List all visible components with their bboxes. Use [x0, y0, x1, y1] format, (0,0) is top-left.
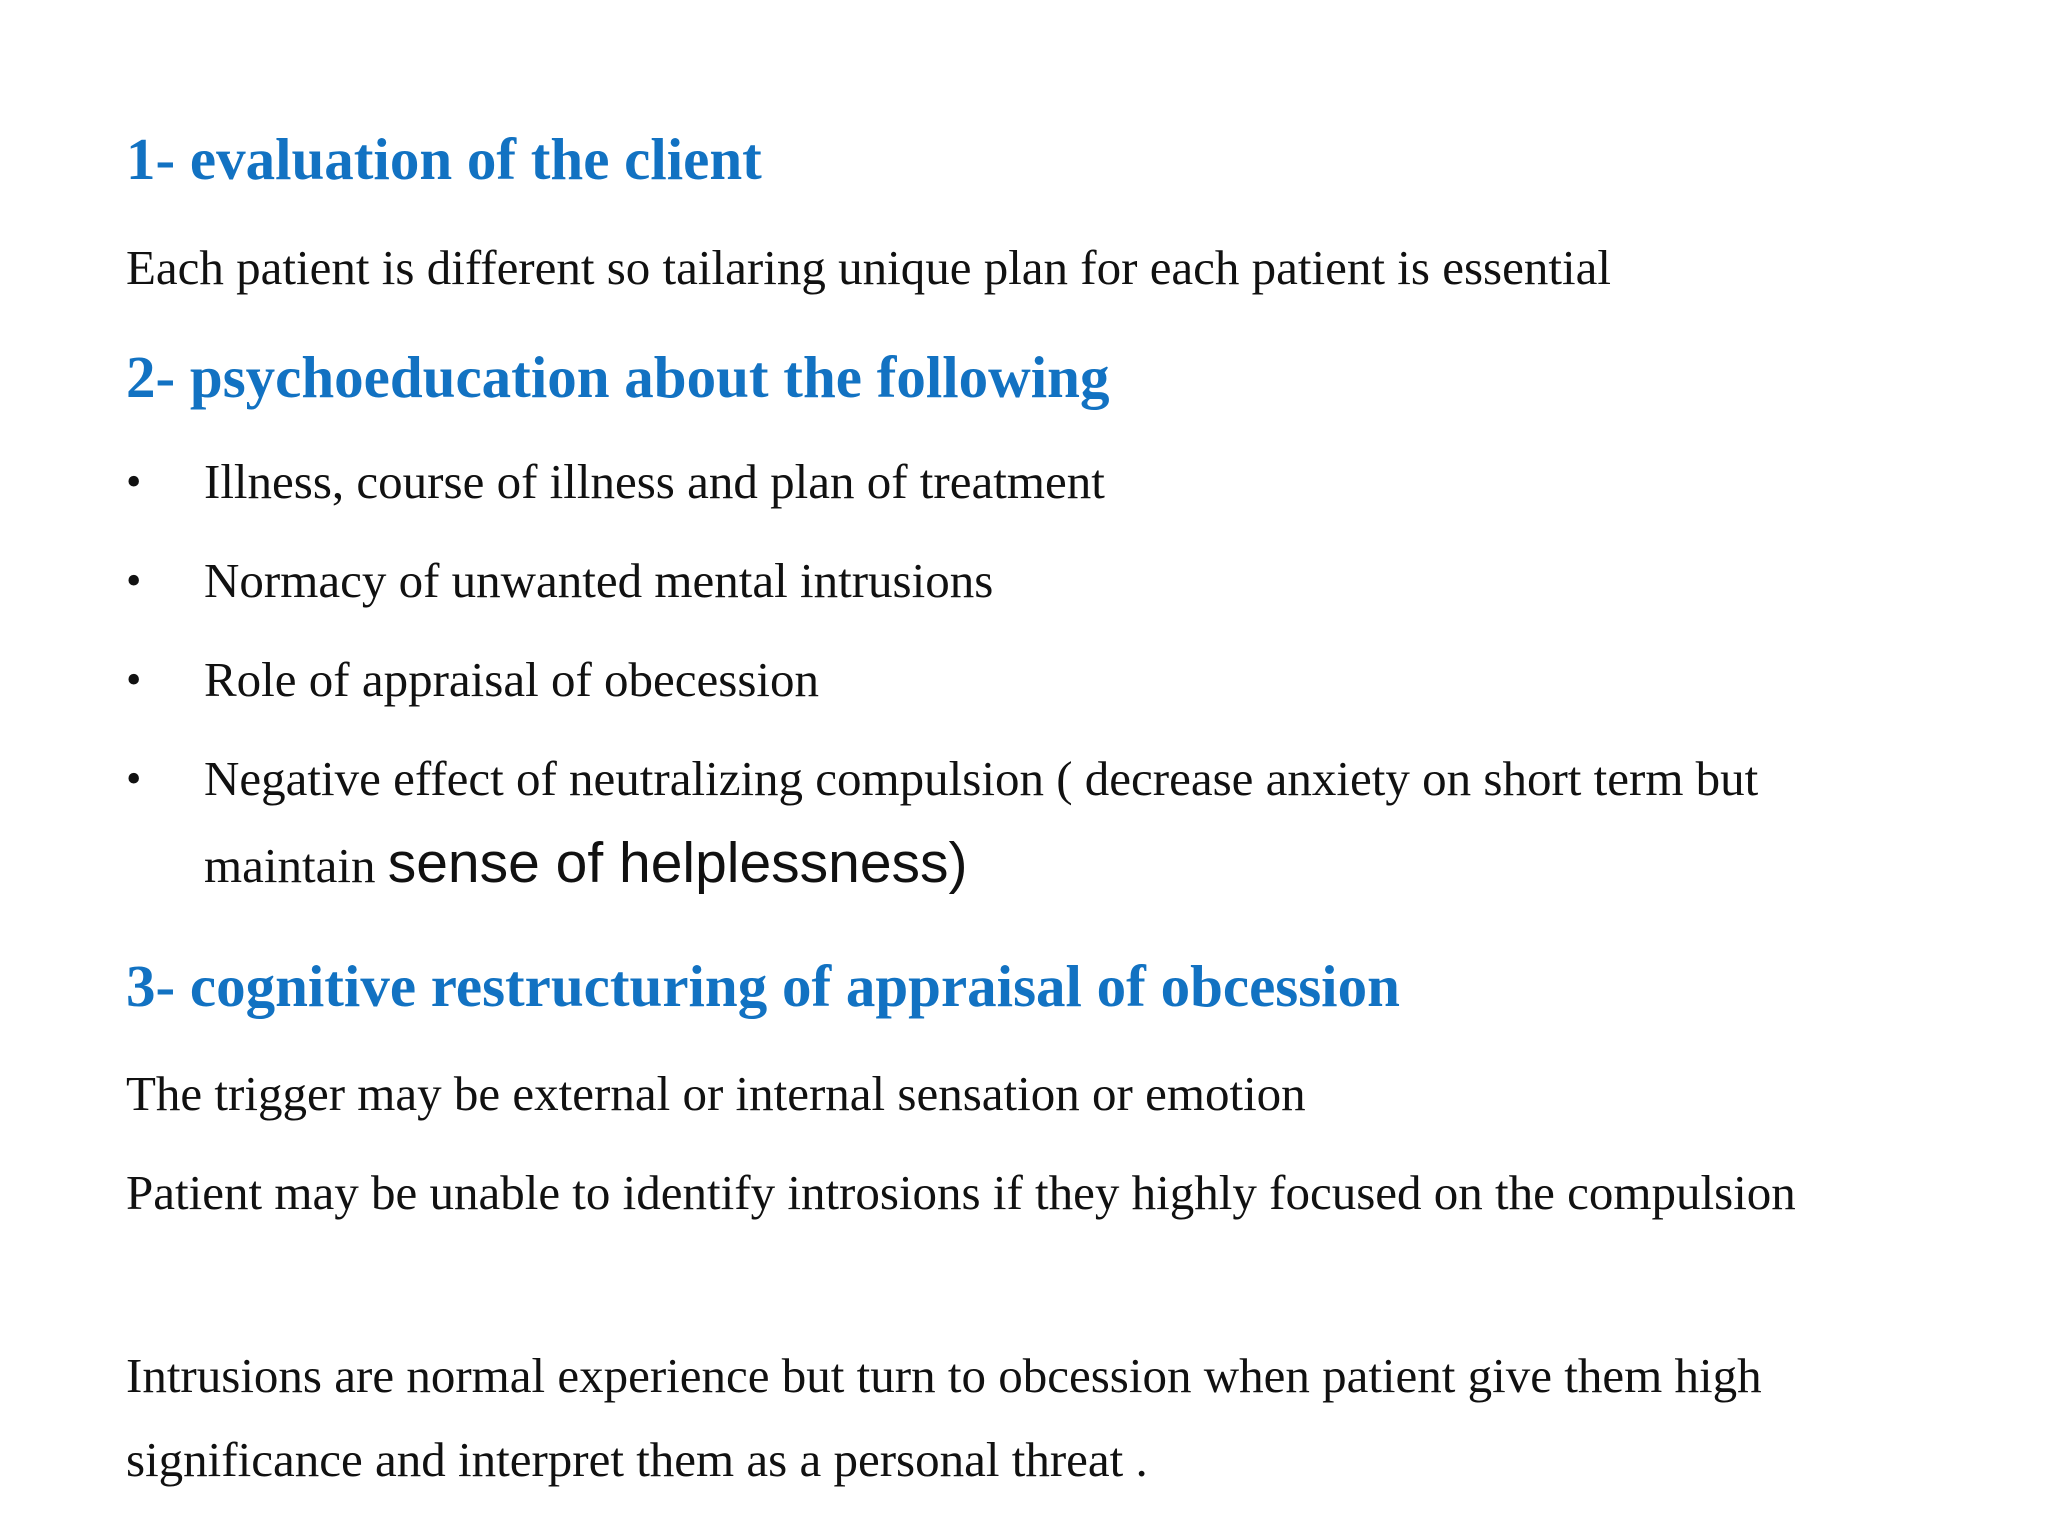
list-item-text: Role of appraisal of obecession: [204, 652, 820, 707]
psychoeducation-list: [126, 440, 1886, 923]
heading-evaluation: 1- evaluation of the client: [126, 126, 762, 192]
list-item-text: Negative effect of neutralizing compulsion ( decrease anxiety on short term but maintain: [204, 751, 1759, 893]
bullet-icon: •: [126, 556, 142, 605]
bullet-icon: •: [126, 655, 142, 704]
paragraph-introsions: Patient may be unable to identify introsions if they highly focused on the compulsion: [126, 1165, 1796, 1220]
list-item: [126, 440, 1886, 524]
bullet-icon: •: [126, 457, 142, 506]
list-item: [126, 638, 1886, 722]
bullet-icon: •: [126, 754, 142, 803]
list-item-text-large: sense of helplessness): [387, 831, 968, 895]
heading-psychoeducation: 2- psychoeducation about the following: [126, 344, 1110, 410]
paragraph-evaluation: Each patient is different so tailaring unique plan for each patient is essential: [126, 240, 1611, 295]
paragraph-trigger: The trigger may be external or internal sensation or emotion: [126, 1066, 1306, 1121]
list-item-text: Normacy of unwanted mental intrusions: [204, 553, 994, 608]
list-item-text: Illness, course of illness and plan of treatment: [204, 454, 1105, 509]
paragraph-intrusions-normal: Intrusions are normal experience but turn to obcession when patient give them high significance and interpret them as a personal threat .: [126, 1348, 1762, 1487]
list-item: [126, 737, 1886, 908]
heading-cognitive-restructuring: 3- cognitive restructuring of appraisal of obcession: [126, 953, 1400, 1019]
list-item: [126, 539, 1886, 623]
